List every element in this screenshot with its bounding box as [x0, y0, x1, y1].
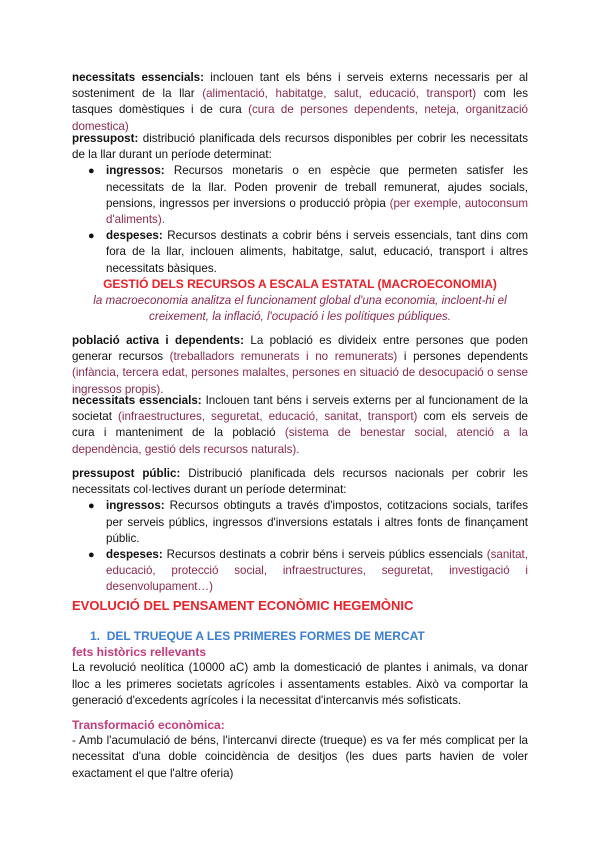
term: necessitats essencials:	[72, 394, 202, 407]
list-item: ● despeses: Recursos destinats a cobrir béns i serveis essencials, tant dins com fora de la llar, inclouen aliments, habitatge, salut, educació, transport i altres necessitats bàsiques.	[88, 229, 528, 275]
paragraph: necessitats essencials: Inclouen tant béns i serveis externs per al funcionament de la societat (infraestructures, seguretat, educació, sanitat, transport) com els serveis de cura i manteniment de la població (sistema de benestar social, atenció a la dependència, gestió dels recursos naturals).	[72, 394, 529, 456]
list-item: ● despeses: Recursos destinats a cobrir béns i serveis públics essencials (sanitat, educació, protecció social, infraestructures, seguretat, investigació i desenvolupament…)	[88, 548, 528, 594]
paragraph: pressupost públic: Distribució planificada dels recursos nacionals per cobrir les necessitats col·lectives durant un període determinat:	[72, 467, 528, 497]
subsection-trueque	[72, 628, 528, 709]
paragraph: pressupost: distribució planificada dels recursos disponibles per cobrir les necessitats de la llar durant un període determinat:	[72, 132, 528, 162]
paragraph: necessitats essencials: inclouen tant els béns i serveis externs necessaris per al sosteniment de la llar (alimentació, habitatge, salut, educació, transport) com les tasques domèstiques i de cura (cura de persones dependents, neteja, organització domestica)	[72, 71, 528, 133]
paragraph: La revolució neolítica (10000 aC) amb la domesticació de plantes i animals, va donar lloc a les primeres societats agrícoles i assentaments estables. Això va comportar la generació d'excedents agrícoles i la necessitat d'intercanvis més sofisticats.	[72, 661, 528, 707]
list-item: ● ingressos: Recursos obtinguts a través d'impostos, cotitzacions socials, tarifes per serveis públics, ingressos d'inversions estatals i altres fonts de finançament públic.	[88, 499, 528, 545]
fets-heading: fets històrics rellevants	[72, 645, 207, 660]
subsection-transformation	[72, 717, 528, 782]
bullet-icon: ●	[88, 230, 95, 243]
bullet-list	[72, 498, 528, 595]
section-macro-header	[72, 276, 528, 326]
term: necessitats essencials:	[72, 71, 204, 84]
section-society-needs	[72, 393, 528, 458]
section-evolution	[72, 598, 528, 614]
list-item: ● ingressos: Recursos monetaris o en espècie que permeten satisfer les necessitats de la llar. Poden provenir de treball remunerat, ajudes socials, pensions, ingressos per inversions o producció pròpia (per exemple, autoconsum d'aliments).	[88, 164, 528, 227]
term: pressupost públic:	[72, 467, 181, 480]
bullet-icon: ●	[88, 165, 95, 178]
subsection-heading: 1. DEL TRUEQUE A LES PRIMERES FORMES DE MERCAT	[90, 629, 425, 643]
section-public-budget	[72, 466, 528, 596]
bullet-list	[72, 163, 528, 276]
section-title: GESTIÓ DELS RECURSOS A ESCALA ESTATAL (MACROECONOMIA)	[103, 277, 497, 291]
term: població activa i dependents:	[72, 334, 244, 347]
section-subtitle: la macroeconomia analitza el funcionament global d'una economia, incloent-hi el creixement, la inflació, l'ocupació i les polítiques públiques.	[93, 294, 507, 324]
bullet-icon: ●	[88, 549, 95, 562]
section-household-budget	[72, 131, 528, 277]
term: pressupost:	[72, 132, 139, 145]
bullet-icon: ●	[88, 500, 95, 513]
section-household-needs	[72, 70, 528, 135]
paragraph: població activa i dependents: La població es divideix entre persones que poden generar recursos (treballadors remunerats i no remunerats) i persones dependents (infància, tercera edat, persones malaltes, persones en situació de desocupació o sense ingressos propis).	[72, 334, 528, 396]
section-heading: EVOLUCIÓ DEL PENSAMENT ECONÒMIC HEGEMÒNIC	[72, 598, 414, 613]
transformation-heading: Transformació econòmica:	[72, 718, 225, 732]
section-population	[72, 333, 528, 398]
paragraph: - Amb l'acumulació de béns, l'intercanvi directe (trueque) es va fer més complicat per la necessitat d'una doble coincidència de desitjos (les dues parts havien de voler exactament el que l'altre oferia)	[72, 734, 528, 780]
